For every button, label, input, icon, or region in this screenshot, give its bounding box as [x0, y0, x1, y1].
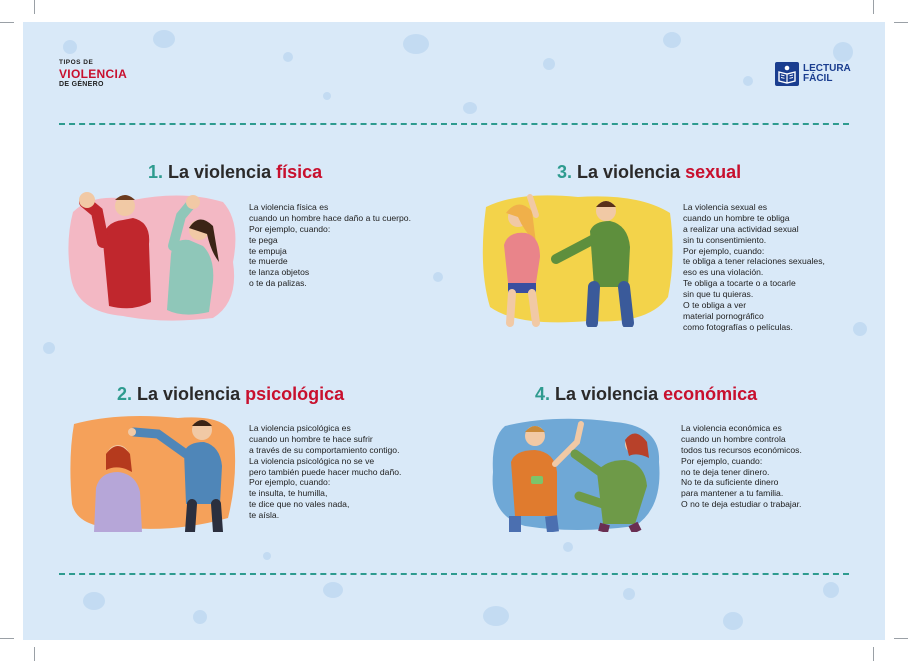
- section-4-line: para mantener a tu familia.: [681, 488, 784, 499]
- sexual-violence-illustration: [478, 187, 678, 327]
- section-1-line: Por ejemplo, cuando:: [249, 223, 331, 234]
- section-4-title-text: La violencia: [555, 384, 664, 404]
- section-4-body: [681, 423, 802, 510]
- section-1-line: cuando un hombre hace daño a tu cuerpo.: [249, 212, 411, 223]
- section-1-line: La violencia física es: [249, 202, 329, 212]
- bottom-divider: [59, 573, 849, 575]
- section-4-line: No te da suficiente dinero: [681, 477, 779, 488]
- section-2-line: a través de su comportamiento contigo.: [249, 444, 400, 455]
- section-2-keyword: psicológica: [245, 384, 345, 404]
- section-4-line: O no te deja estudiar o trabajar.: [681, 499, 802, 510]
- psychological-violence-illustration: [68, 408, 238, 532]
- section-4-line: cuando un hombre controla: [681, 433, 786, 444]
- section-3-number: 3.: [557, 162, 573, 182]
- logo-lectura: LECTURA: [803, 62, 851, 74]
- logo-line-3: DE GÉNERO: [59, 80, 104, 88]
- section-3-line: La violencia sexual es: [683, 202, 768, 212]
- page-sheet: [23, 22, 885, 640]
- section-3-line: cuando un hombre te obliga: [683, 212, 790, 223]
- section-4-title: [535, 384, 757, 405]
- section-2-title-text: La violencia: [137, 384, 246, 404]
- section-2-line: Por ejemplo, cuando:: [249, 477, 331, 488]
- section-1-keyword: física: [276, 162, 323, 182]
- section-4-number: 4.: [535, 384, 551, 404]
- section-3-body: [683, 202, 825, 333]
- section-3-line: a realizar una actividad sexual: [683, 223, 799, 234]
- section-2-line: te insulta, te humilla,: [249, 488, 328, 499]
- logo-line-1: TIPOS DE: [59, 59, 94, 66]
- section-2-line: La violencia psicológica no se ve: [249, 455, 375, 466]
- section-2-body: [249, 423, 401, 521]
- section-3-keyword: sexual: [685, 162, 742, 182]
- section-2-line: te dice que no vales nada,: [249, 499, 350, 510]
- section-3-line: Te obliga a tocarte o a tocarle: [683, 278, 796, 289]
- logo-facil: FÁCIL: [803, 73, 833, 84]
- section-4-line: Por ejemplo, cuando:: [681, 455, 763, 466]
- section-3-line: sin que tu quieras.: [683, 289, 754, 300]
- section-1-number: 1.: [148, 162, 164, 182]
- section-2-line: te aísla.: [249, 510, 280, 521]
- section-1-line: te pega: [249, 234, 278, 245]
- section-1-line: te empuja: [249, 245, 287, 256]
- section-3-title-text: La violencia: [577, 162, 686, 182]
- section-1-line: te muerde: [249, 256, 288, 267]
- section-2-line: pero también puede hacer mucho daño.: [249, 466, 402, 477]
- top-divider: [59, 123, 849, 125]
- section-3-line: eso es una violación.: [683, 267, 764, 278]
- section-3-title: [557, 162, 741, 183]
- section-3-line: te obliga a tener relaciones sexuales,: [683, 256, 825, 267]
- section-2-line: La violencia psicológica es: [249, 423, 351, 433]
- section-3-line: O te obliga a ver: [683, 300, 747, 311]
- lectura-facil-logo: [775, 62, 851, 86]
- section-2-line: cuando un hombre te hace sufrir: [249, 433, 373, 444]
- section-4-line: todos tus recursos económicos.: [681, 444, 802, 455]
- section-3-line: Por ejemplo, cuando:: [683, 245, 765, 256]
- section-1-title-text: La violencia: [168, 162, 277, 182]
- section-1-title: [148, 162, 322, 183]
- section-3-line: como fotografías o películas.: [683, 321, 793, 332]
- economic-violence-illustration: [485, 412, 665, 532]
- physical-violence-illustration: [63, 182, 243, 324]
- section-3-line: material pornográfico: [683, 310, 764, 321]
- section-4-keyword: económica: [663, 384, 758, 404]
- section-1-line: o te da palizas.: [249, 278, 307, 289]
- easy-read-book-icon: [775, 62, 799, 86]
- section-4-line: no te deja tener dinero.: [681, 466, 770, 477]
- section-3-line: sin tu consentimiento.: [683, 234, 767, 245]
- tipos-violencia-logo: [59, 60, 127, 88]
- logo-line-2: VIOLENCIA: [59, 66, 128, 81]
- section-2-title: [117, 384, 344, 405]
- section-4-line: La violencia económica es: [681, 423, 782, 433]
- section-1-body: [249, 202, 411, 289]
- section-2-number: 2.: [117, 384, 133, 404]
- section-1-line: te lanza objetos: [249, 267, 310, 278]
